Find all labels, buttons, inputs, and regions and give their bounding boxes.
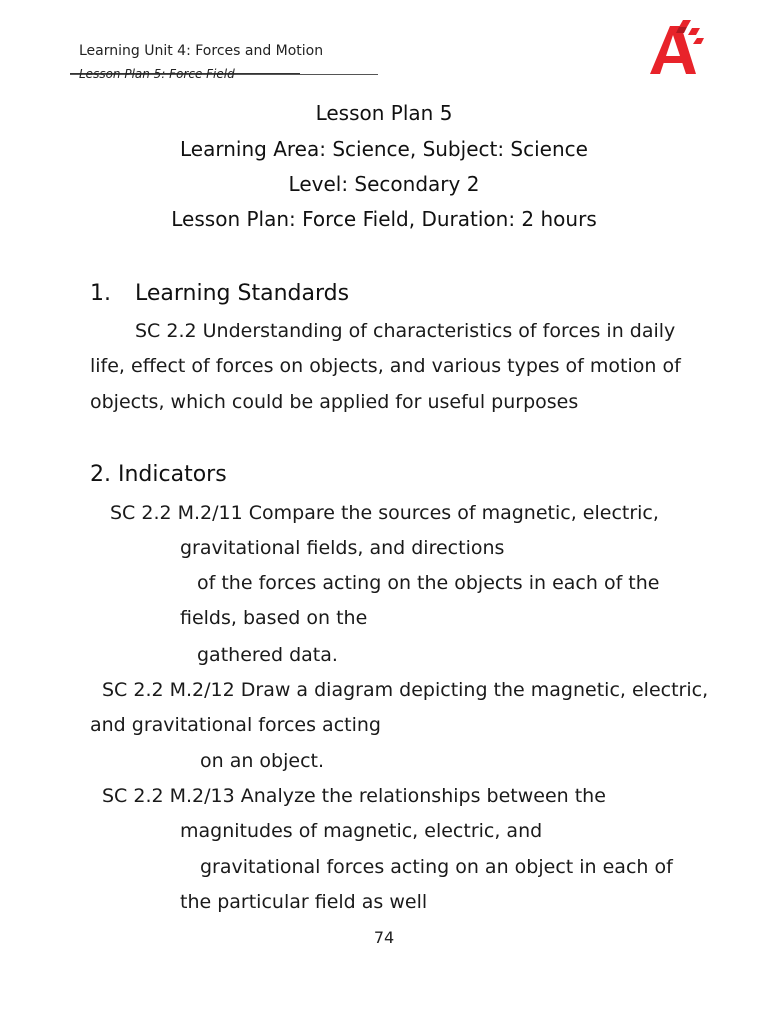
section1-heading [90, 280, 349, 308]
section1-title: Learning Standards [135, 281, 350, 306]
header-unit: Learning Unit 4: Forces and Motion [79, 43, 324, 59]
indicator-line: SC 2.2 M.2/12 Draw a diagram depicting the magnetic, electric, [102, 679, 709, 701]
section1-line: SC 2.2 Understanding of characteristics of forces in daily [135, 320, 676, 342]
title-level: Level: Secondary 2 [288, 172, 480, 196]
title-duration: Lesson Plan: Force Field, Duration: 2 hours [171, 207, 597, 231]
indicator-line: SC 2.2 M.2/11 Compare the sources of magnetic, electric, [110, 502, 659, 524]
indicator-line: and gravitational forces acting [90, 714, 381, 736]
header-lesson: Lesson Plan 5: Force Field [79, 67, 235, 81]
title-learning-area: Learning Area: Science, Subject: Science [180, 137, 588, 161]
indicator-line: the particular field as well [180, 891, 428, 913]
indicator-line: of the forces acting on the objects in each of the [197, 572, 660, 594]
indicator-line: magnitudes of magnetic, electric, and [180, 820, 543, 842]
indicator-line: gravitational fields, and directions [180, 537, 505, 559]
page-number: 74 [373, 928, 395, 947]
indicator-line: SC 2.2 M.2/13 Analyze the relationships between the [102, 785, 606, 807]
title-lesson-plan: Lesson Plan 5 [315, 101, 453, 125]
indicator-line: gravitational forces acting on an object in each of [200, 856, 673, 878]
section1-number: 1. [90, 281, 111, 306]
section1-line: life, effect of forces on objects, and various types of motion of [90, 355, 681, 377]
indicator-line: fields, based on the [180, 607, 368, 629]
indicator-line: on an object. [200, 750, 325, 772]
indicator-line: gathered data. [197, 644, 338, 666]
section2-heading: 2. Indicators [90, 462, 227, 487]
red-a-logo-icon [646, 18, 706, 76]
section1-line: objects, which could be applied for useful purposes [90, 391, 579, 413]
